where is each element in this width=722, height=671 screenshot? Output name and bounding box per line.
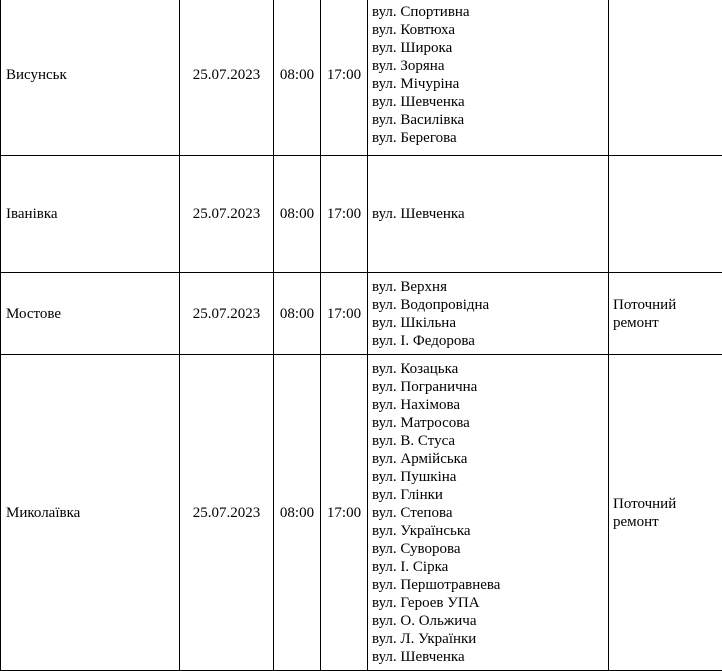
street-item: вул. Першотравнева bbox=[372, 576, 608, 594]
start-time-cell: 08:00 bbox=[274, 156, 321, 273]
table-row bbox=[1, 0, 722, 156]
street-item: вул. Армійська bbox=[372, 450, 608, 468]
end-time-cell: 17:00 bbox=[321, 156, 368, 273]
street-item: вул. Верхня bbox=[372, 278, 608, 296]
end-time-cell: 17:00 bbox=[321, 355, 368, 671]
settlement-cell: Висунськ bbox=[1, 0, 180, 156]
settlement-cell: Миколаївка bbox=[1, 355, 180, 671]
street-item: вул. Шкільна bbox=[372, 314, 608, 332]
street-item: вул. Мічуріна bbox=[372, 75, 608, 93]
street-item: вул. Водопровідна bbox=[372, 296, 608, 314]
note-text: Поточний ремонт bbox=[613, 495, 693, 531]
end-time-cell: 17:00 bbox=[321, 0, 368, 156]
street-item: вул. Пушкіна bbox=[372, 468, 608, 486]
street-item: вул. Глінки bbox=[372, 486, 608, 504]
street-item: вул. Зоряна bbox=[372, 57, 608, 75]
table-row bbox=[1, 355, 722, 671]
date-cell: 25.07.2023 bbox=[180, 156, 274, 273]
note-cell bbox=[609, 0, 722, 156]
street-item: вул. Шевченка bbox=[372, 205, 608, 223]
streets-cell bbox=[368, 273, 609, 355]
date-cell: 25.07.2023 bbox=[180, 273, 274, 355]
street-item: вул. І. Федорова bbox=[372, 332, 608, 350]
street-item: вул. Берегова bbox=[372, 129, 608, 147]
streets-cell bbox=[368, 156, 609, 273]
street-item: вул. Погранична bbox=[372, 378, 608, 396]
street-item: вул. Широка bbox=[372, 39, 608, 57]
settlement-cell: Мостове bbox=[1, 273, 180, 355]
date-cell: 25.07.2023 bbox=[180, 355, 274, 671]
note-text: Поточний ремонт bbox=[613, 296, 693, 332]
start-time-cell: 08:00 bbox=[274, 355, 321, 671]
end-time-cell: 17:00 bbox=[321, 273, 368, 355]
note-cell bbox=[609, 156, 722, 273]
street-item: вул. Українська bbox=[372, 522, 608, 540]
streets-cell bbox=[368, 0, 609, 156]
street-item: вул. Ковтюха bbox=[372, 21, 608, 39]
street-item: вул. Степова bbox=[372, 504, 608, 522]
street-item: вул. Шевченка bbox=[372, 648, 608, 666]
start-time-cell: 08:00 bbox=[274, 273, 321, 355]
street-item: вул. І. Сірка bbox=[372, 558, 608, 576]
street-item: вул. Л. Українки bbox=[372, 630, 608, 648]
note-cell bbox=[609, 355, 722, 671]
date-cell: 25.07.2023 bbox=[180, 0, 274, 156]
start-time-cell: 08:00 bbox=[274, 0, 321, 156]
street-item: вул. Козацька bbox=[372, 360, 608, 378]
table-row bbox=[1, 273, 722, 355]
street-item: вул. Спортивна bbox=[372, 3, 608, 21]
table-row bbox=[1, 156, 722, 273]
streets-cell bbox=[368, 355, 609, 671]
street-item: вул. Суворова bbox=[372, 540, 608, 558]
street-item: вул. Шевченка bbox=[372, 93, 608, 111]
street-item: вул. О. Ольжича bbox=[372, 612, 608, 630]
note-cell bbox=[609, 273, 722, 355]
street-item: вул. Нахімова bbox=[372, 396, 608, 414]
settlement-cell: Іванівка bbox=[1, 156, 180, 273]
street-item: вул. Василівка bbox=[372, 111, 608, 129]
street-item: вул. Героев УПА bbox=[372, 594, 608, 612]
street-item: вул. Матросова bbox=[372, 414, 608, 432]
street-item: вул. В. Стуса bbox=[372, 432, 608, 450]
